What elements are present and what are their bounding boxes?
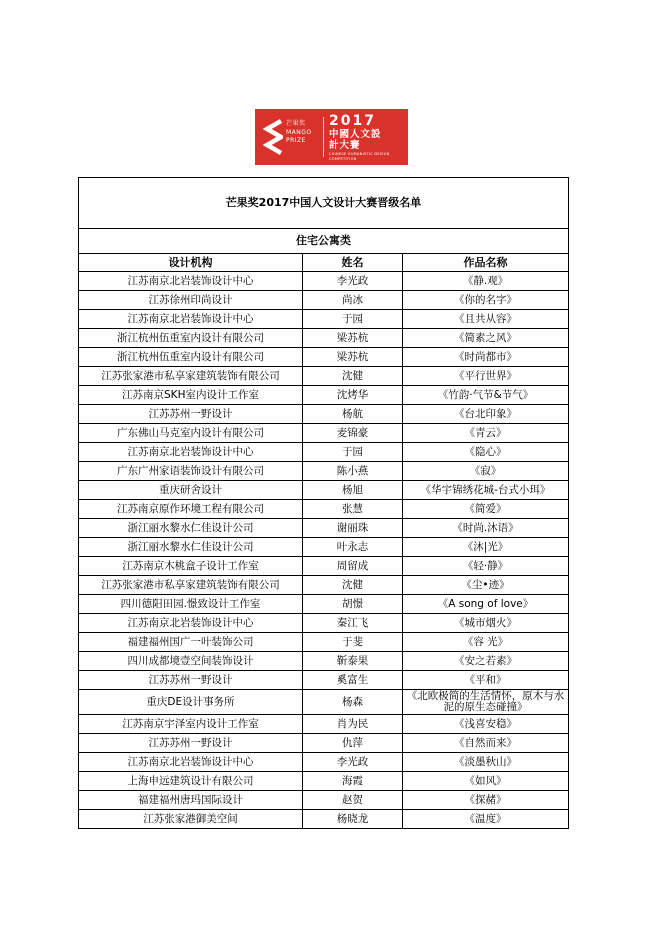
work-cell: 《时尚都市》 <box>403 348 569 367</box>
org-cell: 江苏南京北岩装饰设计中心 <box>79 272 303 291</box>
work-cell: 《华宇锦绣花城-台式小珥》 <box>403 481 569 500</box>
table-row <box>79 386 569 405</box>
work-cell: 《寂》 <box>403 462 569 481</box>
logo-brand-cn: 芒果奖 <box>286 120 306 127</box>
table-row <box>79 614 569 633</box>
table-row <box>79 462 569 481</box>
table-row <box>79 481 569 500</box>
name-cell: 于斐 <box>303 633 403 652</box>
name-cell: 尚冰 <box>303 291 403 310</box>
table-row <box>79 367 569 386</box>
name-cell: 杨晓龙 <box>303 810 403 829</box>
work-cell: 《台北印象》 <box>403 405 569 424</box>
name-cell: 梁苏杭 <box>303 329 403 348</box>
work-cell: 《安之若素》 <box>403 652 569 671</box>
table-row <box>79 500 569 519</box>
table-row <box>79 329 569 348</box>
finalist-table <box>78 177 569 829</box>
work-cell: 《容 光》 <box>403 633 569 652</box>
org-cell: 江苏南京北岩装饰设计中心 <box>79 614 303 633</box>
work-cell: 《平行世界》 <box>403 367 569 386</box>
org-cell: 浙江丽水黎水仁佳设计公司 <box>79 519 303 538</box>
table-row <box>79 348 569 367</box>
org-cell: 江苏徐州印尚设计 <box>79 291 303 310</box>
name-cell: 周留成 <box>303 557 403 576</box>
org-cell: 重庆研舍设计 <box>79 481 303 500</box>
table-row <box>79 538 569 557</box>
table-row <box>79 595 569 614</box>
logo-right-panel <box>324 109 408 165</box>
org-cell: 浙江丽水黎水仁佳设计公司 <box>79 538 303 557</box>
logo-title-cn: 中國人文設計大賽 <box>329 129 382 151</box>
org-cell: 江苏南京宇泽室内设计工作室 <box>79 715 303 734</box>
org-cell: 江苏张家港市私享家建筑装饰有限公司 <box>79 576 303 595</box>
work-cell: 《轻·静》 <box>403 557 569 576</box>
mango-prize-logo <box>255 109 408 165</box>
name-cell: 肖为民 <box>303 715 403 734</box>
title-row <box>79 178 569 229</box>
org-cell: 江苏南京木桃盒子设计工作室 <box>79 557 303 576</box>
mango-logo-mark-icon <box>263 119 283 155</box>
header-row <box>79 254 569 272</box>
table-row <box>79 734 569 753</box>
org-cell: 四川德阳田园.憬致设计工作室 <box>79 595 303 614</box>
org-cell: 浙江杭州伍重室内设计有限公司 <box>79 329 303 348</box>
name-cell: 李光政 <box>303 272 403 291</box>
work-cell: 《自然而来》 <box>403 734 569 753</box>
name-cell: 梁苏杭 <box>303 348 403 367</box>
table-row <box>79 671 569 690</box>
name-cell: 靳泰果 <box>303 652 403 671</box>
logo-subtitle-en: CHINESE HUMANISTIC DESIGN COMPETITION <box>329 152 390 161</box>
name-cell: 李光政 <box>303 753 403 772</box>
work-cell: 《简爱》 <box>403 500 569 519</box>
column-header-name: 姓名 <box>303 254 403 272</box>
table-row <box>79 519 569 538</box>
work-cell: 《平和》 <box>403 671 569 690</box>
table-row <box>79 633 569 652</box>
logo-left-panel <box>255 109 323 165</box>
name-cell: 叶永志 <box>303 538 403 557</box>
org-cell: 江苏南京SKH室内设计工作室 <box>79 386 303 405</box>
work-cell: 《简素之风》 <box>403 329 569 348</box>
name-cell: 杨森 <box>303 690 403 715</box>
org-cell: 广东广州家语装饰设计有限公司 <box>79 462 303 481</box>
table-row <box>79 291 569 310</box>
org-cell: 重庆DE设计事务所 <box>79 690 303 715</box>
table-row <box>79 791 569 810</box>
work-cell: 《沐|光》 <box>403 538 569 557</box>
work-cell: 《浅喜安稳》 <box>403 715 569 734</box>
org-cell: 江苏南京北岩装饰设计中心 <box>79 753 303 772</box>
work-cell: 《北欧极简的生活情怀，原木与水泥的原生态碰撞》 <box>403 690 569 715</box>
org-cell: 福建福州国广一叶装饰公司 <box>79 633 303 652</box>
name-cell: 奚富生 <box>303 671 403 690</box>
table-row <box>79 772 569 791</box>
org-cell: 江苏张家港御美空间 <box>79 810 303 829</box>
table-row <box>79 652 569 671</box>
name-cell: 沈健 <box>303 367 403 386</box>
org-cell: 江苏南京北岩装饰设计中心 <box>79 443 303 462</box>
name-cell: 于园 <box>303 310 403 329</box>
work-cell: 《青云》 <box>403 424 569 443</box>
work-cell: 《且共从容》 <box>403 310 569 329</box>
org-cell: 江苏苏州一野设计 <box>79 671 303 690</box>
org-cell: 上海申远建筑设计有限公司 <box>79 772 303 791</box>
table-row <box>79 424 569 443</box>
table-row <box>79 690 569 715</box>
work-cell: 《淡墨秋山》 <box>403 753 569 772</box>
name-cell: 麦锦豪 <box>303 424 403 443</box>
name-cell: 仇萍 <box>303 734 403 753</box>
table-row <box>79 272 569 291</box>
name-cell: 于园 <box>303 443 403 462</box>
work-cell: 《温度》 <box>403 810 569 829</box>
org-cell: 江苏南京北岩装饰设计中心 <box>79 310 303 329</box>
org-cell: 江苏南京原作环境工程有限公司 <box>79 500 303 519</box>
org-cell: 四川成都境壹空间装饰设计 <box>79 652 303 671</box>
table-row <box>79 443 569 462</box>
name-cell: 张慧 <box>303 500 403 519</box>
name-cell: 海霞 <box>303 772 403 791</box>
work-cell: 《如风》 <box>403 772 569 791</box>
org-cell: 福建福州唐玛国际设计 <box>79 791 303 810</box>
work-cell: 《尘•迹》 <box>403 576 569 595</box>
org-cell: 江苏苏州一野设计 <box>79 405 303 424</box>
work-cell: 《静.观》 <box>403 272 569 291</box>
org-cell: 浙江杭州伍重室内设计有限公司 <box>79 348 303 367</box>
work-cell: 《探赭》 <box>403 791 569 810</box>
work-cell: 《你的名字》 <box>403 291 569 310</box>
org-cell: 广东佛山马克室内设计有限公司 <box>79 424 303 443</box>
table-row <box>79 715 569 734</box>
name-cell: 陈小燕 <box>303 462 403 481</box>
name-cell: 杨航 <box>303 405 403 424</box>
name-cell: 谢丽珠 <box>303 519 403 538</box>
name-cell: 沈烤华 <box>303 386 403 405</box>
work-cell: 《时尚.沐语》 <box>403 519 569 538</box>
work-cell: 《A song of love》 <box>403 595 569 614</box>
name-cell: 沈健 <box>303 576 403 595</box>
org-cell: 江苏张家港市私享家建筑装饰有限公司 <box>79 367 303 386</box>
name-cell: 秦江飞 <box>303 614 403 633</box>
name-cell: 杨旭 <box>303 481 403 500</box>
table-row <box>79 576 569 595</box>
table-row <box>79 310 569 329</box>
table-row <box>79 557 569 576</box>
category-title: 住宅公寓类 <box>79 229 569 254</box>
logo-brand-en-2: PRIZE <box>286 137 306 144</box>
work-cell: 《竹韵·气节&节气》 <box>403 386 569 405</box>
work-cell: 《隐心》 <box>403 443 569 462</box>
work-cell: 《城市烟火》 <box>403 614 569 633</box>
table-row <box>79 810 569 829</box>
column-header-work: 作品名称 <box>403 254 569 272</box>
name-cell: 赵贺 <box>303 791 403 810</box>
table-row <box>79 405 569 424</box>
name-cell: 胡憬 <box>303 595 403 614</box>
logo-brand-text <box>286 120 320 146</box>
logo-brand-en-1: MANGO <box>286 128 312 136</box>
document-title: 芒果奖2017中国人文设计大赛晋级名单 <box>79 178 569 229</box>
logo-year: 2017 <box>329 113 376 129</box>
org-cell: 江苏苏州一野设计 <box>79 734 303 753</box>
table-row <box>79 753 569 772</box>
column-header-org: 设计机构 <box>79 254 303 272</box>
category-row <box>79 229 569 254</box>
